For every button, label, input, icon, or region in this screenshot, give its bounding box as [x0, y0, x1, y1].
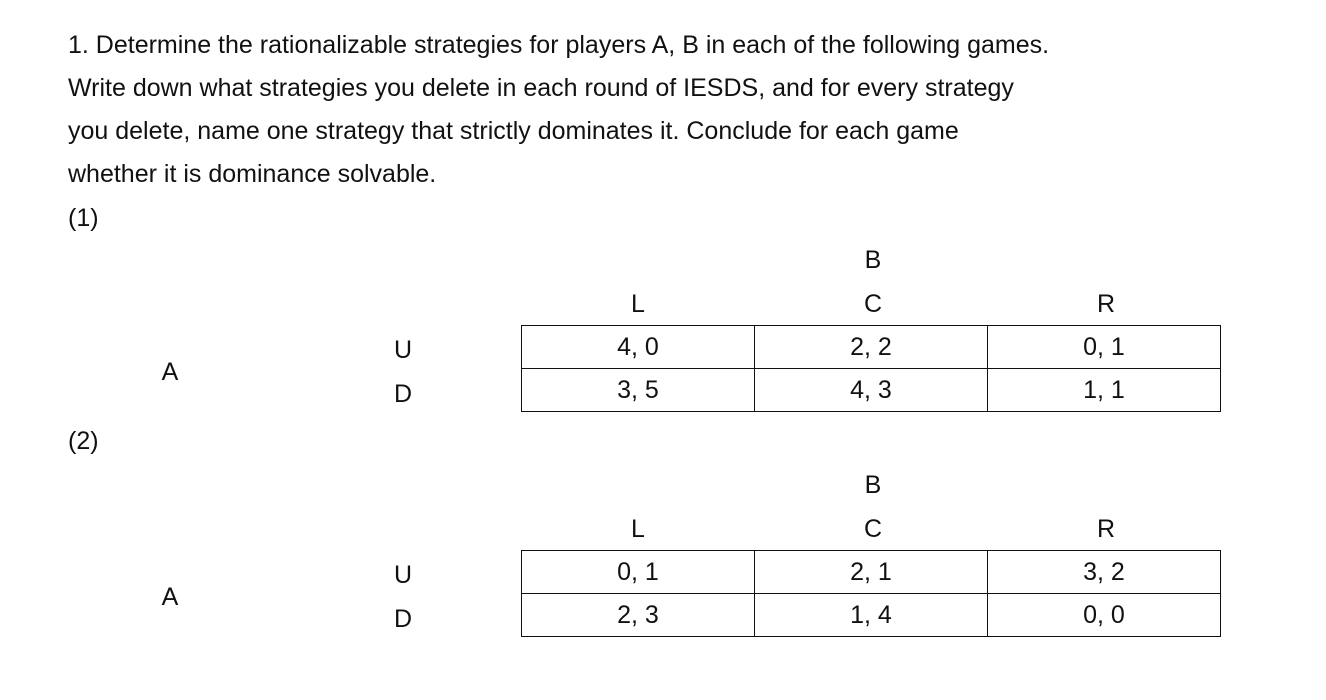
- payoff-cell: 3, 5: [522, 369, 755, 412]
- row-player-label: A: [161, 583, 179, 611]
- payoff-matrix: [521, 550, 1221, 637]
- row-header-u: U: [393, 336, 413, 364]
- payoff-cell: 2, 1: [755, 551, 988, 594]
- column-player-label: B: [864, 471, 882, 499]
- payoff-cell: 0, 1: [988, 326, 1221, 369]
- row-header-d: D: [393, 605, 413, 633]
- matrix-row-u: [522, 551, 1221, 594]
- matrix-row-d: [522, 369, 1221, 412]
- payoff-matrix: [521, 325, 1221, 412]
- payoff-cell: 2, 3: [522, 594, 755, 637]
- problem-line: whether it is dominance solvable.: [68, 160, 437, 188]
- problem-statement: [68, 24, 1268, 196]
- column-header-r: R: [1096, 515, 1116, 543]
- payoff-cell: 1, 4: [755, 594, 988, 637]
- column-header-c: C: [863, 290, 883, 318]
- game-2-label: (2): [68, 427, 99, 455]
- matrix-row-d: [522, 594, 1221, 637]
- payoff-cell: 4, 0: [522, 326, 755, 369]
- matrix-row-u: [522, 326, 1221, 369]
- row-player-label: A: [161, 358, 179, 386]
- game-2: [0, 470, 1326, 700]
- problem-line: Write down what strategies you delete in each round of IESDS, and for every strategy: [68, 74, 1014, 102]
- row-header-u: U: [393, 561, 413, 589]
- column-header-l: L: [631, 515, 645, 543]
- payoff-cell: 0, 0: [988, 594, 1221, 637]
- payoff-cell: 2, 2: [755, 326, 988, 369]
- game-1-label: (1): [68, 204, 99, 232]
- column-header-l: L: [631, 290, 645, 318]
- payoff-cell: 0, 1: [522, 551, 755, 594]
- game-1: [0, 245, 1326, 475]
- row-header-d: D: [393, 380, 413, 408]
- problem-line: 1. Determine the rationalizable strategies for players A, B in each of the following games.: [68, 31, 1050, 59]
- payoff-cell: 3, 2: [988, 551, 1221, 594]
- payoff-cell: 4, 3: [755, 369, 988, 412]
- column-player-label: B: [864, 246, 882, 274]
- column-header-c: C: [863, 515, 883, 543]
- payoff-cell: 1, 1: [988, 369, 1221, 412]
- problem-line: you delete, name one strategy that strictly dominates it. Conclude for each game: [68, 117, 959, 145]
- column-header-r: R: [1096, 290, 1116, 318]
